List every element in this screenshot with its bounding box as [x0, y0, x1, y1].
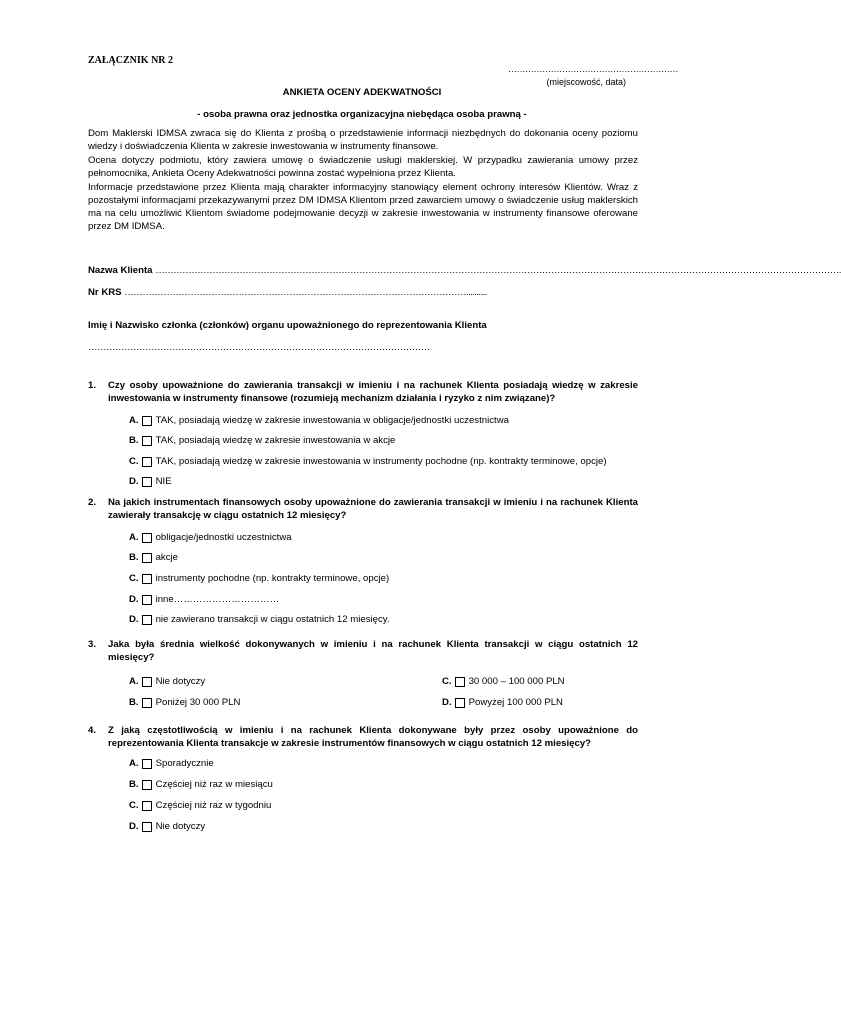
- checkbox[interactable]: [455, 698, 465, 708]
- q1-option-a[interactable]: [129, 414, 509, 427]
- question-text: Z jaką częstotliwością w imieniu i na rachunek Klienta dokonywane były przez osoby upoważnione do reprezentowania Klienta transakcje w zakresie instrumentów finansowych w ciągu ostatnich 12 miesięcy?: [108, 725, 638, 749]
- option-text: obligacje/jednostki uczestnictwa: [155, 532, 292, 543]
- option-letter: A.: [129, 676, 139, 687]
- q2-option-c[interactable]: [129, 572, 389, 585]
- q2-option-d[interactable]: [129, 593, 279, 606]
- q4-option-a[interactable]: [129, 757, 214, 770]
- q1-option-d[interactable]: [129, 475, 172, 488]
- question-2: [88, 496, 638, 522]
- option-text: Częściej niż raz w tygodniu: [155, 800, 272, 811]
- attachment-label: ZAŁĄCZNIK NR 2: [88, 55, 174, 66]
- option-text: TAK, posiadają wiedzę w zakresie inwestowania w obligacje/jednostki uczestnictwa: [155, 415, 509, 426]
- option-text: TAK, posiadają wiedzę w zakresie inwestowania w akcje: [155, 435, 396, 446]
- question-number: 4.: [88, 725, 97, 736]
- page-title: ANKIETA OCENY ADEKWATNOŚCI: [282, 87, 442, 98]
- checkbox[interactable]: [142, 595, 152, 605]
- checkbox[interactable]: [455, 677, 465, 687]
- question-text: Jaka była średnia wielkość dokonywanych w imieniu i na rachunek Klienta transakcji w ciągu ostatnich 12 miesięcy?: [108, 639, 638, 663]
- option-letter: D.: [129, 476, 139, 487]
- q3-option-b[interactable]: [129, 696, 240, 709]
- intro-text: [88, 127, 638, 234]
- option-text: inne……………………………: [155, 594, 280, 605]
- checkbox[interactable]: [142, 698, 152, 708]
- representatives-label: Imię i Nazwisko członka (członków) organu upoważnionego do reprezentowania Klienta: [88, 320, 487, 331]
- option-letter: B.: [129, 435, 139, 446]
- checkbox[interactable]: [142, 574, 152, 584]
- krs-field[interactable]: ……………………………………………………………………………………………………..........: [124, 287, 487, 298]
- option-letter: D.: [129, 614, 139, 625]
- q1-option-b[interactable]: [129, 434, 395, 447]
- question-text: Na jakich instrumentach finansowych osoby upoważnione do zawierania transakcji w imieniu i na rachunek Klienta zawierały transakcję w ciągu ostatnich 12 miesięcy?: [108, 497, 638, 521]
- q2-option-e[interactable]: [129, 613, 390, 626]
- place-date-field[interactable]: ……………………………………………………: [508, 64, 678, 74]
- option-letter: C.: [129, 800, 139, 811]
- intro-paragraph-1: Dom Maklerski IDMSA zwraca się do Klienta z prośbą o przedstawienie informacji niezbędnych do dokonania oceny poziomu wiedzy i doświadczenia Klienta w zakresie inwestowania w instrumenty finansowe.: [88, 128, 638, 152]
- krs-label: Nr KRS: [88, 287, 122, 298]
- krs-row: [88, 286, 487, 299]
- option-text: Poniżej 30 000 PLN: [155, 697, 241, 708]
- checkbox[interactable]: [142, 457, 152, 467]
- option-text: instrumenty pochodne (np. kontrakty terminowe, opcje): [155, 573, 390, 584]
- option-letter: A.: [129, 415, 139, 426]
- q4-option-b[interactable]: [129, 778, 273, 791]
- option-text: NIE: [155, 476, 172, 487]
- q2-option-a[interactable]: [129, 531, 292, 544]
- checkbox[interactable]: [142, 822, 152, 832]
- option-letter: D.: [129, 821, 139, 832]
- option-letter: C.: [442, 676, 452, 687]
- checkbox[interactable]: [142, 801, 152, 811]
- q4-option-c[interactable]: [129, 799, 271, 812]
- option-text: 30 000 – 100 000 PLN: [468, 676, 565, 687]
- checkbox[interactable]: [142, 615, 152, 625]
- option-letter: A.: [129, 758, 139, 769]
- checkbox[interactable]: [142, 780, 152, 790]
- question-text: Czy osoby upoważnione do zawierania transakcji w imieniu i na rachunek Klienta posiadają wiedzę w zakresie inwestowania w instrumenty finansowe (rozumieją mechanizm działania i ryzyko z nim związane)?: [108, 380, 638, 404]
- option-letter: D.: [442, 697, 452, 708]
- option-text: nie zawierano transakcji w ciągu ostatnich 12 miesięcy.: [155, 614, 390, 625]
- option-text: TAK, posiadają wiedzę w zakresie inwestowania w instrumenty pochodne (np. kontrakty terminowe, opcje): [155, 456, 607, 467]
- question-1: [88, 379, 638, 405]
- option-text: akcje: [155, 552, 178, 563]
- page-subtitle: - osoba prawna oraz jednostka organizacyjna niebędąca osoba prawną -: [197, 109, 527, 120]
- checkbox[interactable]: [142, 436, 152, 446]
- option-letter: A.: [129, 532, 139, 543]
- representatives-dots-row: [88, 341, 430, 354]
- option-letter: B.: [129, 779, 139, 790]
- question-number: 2.: [88, 497, 97, 508]
- option-letter: B.: [129, 697, 139, 708]
- question-number: 1.: [88, 380, 97, 391]
- option-text: Nie dotyczy: [155, 676, 206, 687]
- client-name-row: [88, 264, 841, 277]
- representatives-field[interactable]: ……………………………………………………………………………………………………: [88, 342, 430, 353]
- q1-option-c[interactable]: [129, 455, 607, 468]
- client-name-label: Nazwa Klienta: [88, 265, 153, 276]
- option-letter: B.: [129, 552, 139, 563]
- question-3: [88, 638, 638, 664]
- q3-option-c[interactable]: [442, 675, 565, 688]
- intro-paragraph-2: Ocena dotyczy podmiotu, który zawiera umowę o świadczenie usługi maklerskiej. W przypadku zawierania umowy przez pełnomocnika, Ankieta Oceny Adekwatności powinna zostać wypełniona przez Klienta.: [88, 155, 638, 179]
- representatives-row: [88, 319, 487, 332]
- q4-option-d[interactable]: [129, 820, 205, 833]
- question-number: 3.: [88, 639, 97, 650]
- option-letter: D.: [129, 594, 139, 605]
- checkbox[interactable]: [142, 533, 152, 543]
- checkbox[interactable]: [142, 477, 152, 487]
- checkbox[interactable]: [142, 553, 152, 563]
- q3-option-d[interactable]: [442, 696, 563, 709]
- option-letter: C.: [129, 456, 139, 467]
- checkbox[interactable]: [142, 677, 152, 687]
- q3-option-a[interactable]: [129, 675, 205, 688]
- intro-paragraph-3: Informacje przedstawione przez Klienta mają charakter informacyjny stanowiący element ochrony interesów Klientów. Wraz z pozostałymi informacjami przekazywanymi przez DM IDMSA Klientom przed zawarciem umowy o świadczenie usług maklerskich ma na celu umożliwić Klientom świadome podejmowanie decyzji w zakresie inwestowania w instrumenty finansowe oferowane przez DM IDMSA.: [88, 182, 638, 232]
- client-name-field[interactable]: ………………………………………………………………………………………………………………………………………………………………………………………………………….: [155, 265, 841, 276]
- option-text: Nie dotyczy: [155, 821, 206, 832]
- option-text: Sporadycznie: [155, 758, 214, 769]
- checkbox[interactable]: [142, 416, 152, 426]
- place-date-label: (miejscowość, data): [546, 77, 626, 87]
- option-letter: C.: [129, 573, 139, 584]
- checkbox[interactable]: [142, 759, 152, 769]
- question-4: [88, 724, 638, 750]
- option-text: Powyżej 100 000 PLN: [468, 697, 563, 708]
- q2-option-b[interactable]: [129, 551, 178, 564]
- option-text: Częściej niż raz w miesiącu: [155, 779, 273, 790]
